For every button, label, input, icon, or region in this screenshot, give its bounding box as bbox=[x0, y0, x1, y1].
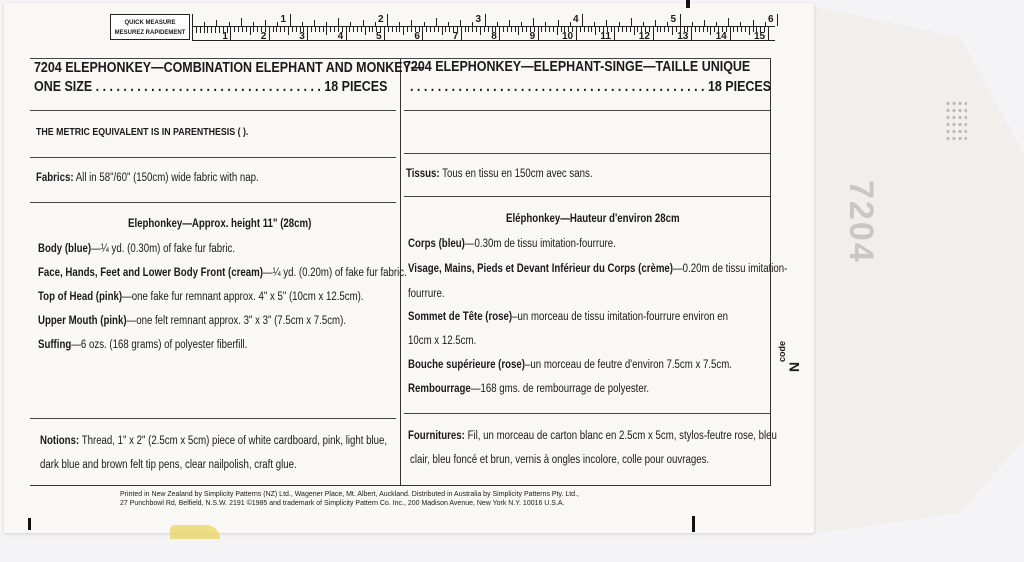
fr-item-label: Rembourrage bbox=[408, 383, 471, 395]
fr-title-line1: 7204 ELEPHONKEY—ELEPHANT-SINGE—TAILLE UNIQUE bbox=[404, 59, 751, 75]
ruler-cm-label: 10 bbox=[562, 31, 574, 42]
ruler-inch-label: 3 bbox=[475, 14, 482, 25]
fr-item bbox=[408, 288, 445, 300]
ruler-cm-tick bbox=[319, 27, 320, 32]
ruler-cm-tick bbox=[526, 27, 527, 32]
ruler-cm-tick bbox=[465, 27, 466, 32]
rule-fr-2 bbox=[404, 153, 770, 154]
ruler-cm-tick bbox=[614, 27, 615, 40]
ruler-inch-tick bbox=[728, 18, 729, 26]
en-item-label: Face, Hands, Feet and Lower Body Front (cream) bbox=[38, 267, 263, 279]
ruler-cm-tick bbox=[707, 27, 708, 32]
ruler-inch-tick bbox=[582, 14, 583, 26]
ruler-cm-tick bbox=[361, 27, 362, 32]
ruler-cm-tick bbox=[595, 27, 596, 35]
en-item-text: —¼ yd. (0.30m) of fake fur fabric. bbox=[91, 243, 236, 255]
ruler-cm-label: 12 bbox=[638, 31, 650, 42]
ruler-inch-tick bbox=[570, 22, 571, 26]
ruler-cm-tick bbox=[392, 27, 393, 32]
ruler-cm-label: 13 bbox=[677, 31, 689, 42]
ruler-cm-tick bbox=[284, 27, 285, 32]
fr-item-text: —0.20m de tissu imitation- bbox=[673, 263, 788, 275]
ruler-cm-tick bbox=[541, 27, 542, 32]
ruler-cm-tick bbox=[699, 27, 700, 32]
ruler-cm-tick bbox=[234, 27, 235, 32]
en-title-line2: ONE SIZE . . . . . . . . . . . . . . . . . . . . . . . . . . . . . . . . . 18 PIECES bbox=[34, 79, 388, 95]
ruler-cm-tick bbox=[511, 27, 512, 32]
ruler-cm-tick bbox=[657, 27, 658, 32]
fr-section-heading: Eléphonkey—Hauteur d'environ 28cm bbox=[506, 213, 680, 225]
rule-en-1 bbox=[30, 110, 396, 111]
ruler-cm-tick bbox=[204, 27, 205, 33]
ruler-cm-tick bbox=[253, 27, 254, 32]
ruler-cm-tick bbox=[330, 27, 331, 32]
ruler-cm-tick bbox=[434, 27, 435, 32]
ruler-cm-tick bbox=[522, 27, 523, 32]
en-item-text: —¼ yd. (0.20m) of fake fur fabric. bbox=[262, 267, 407, 279]
ruler-cm-tick bbox=[422, 27, 423, 40]
ruler-cm-tick bbox=[480, 27, 481, 35]
footer-line1: Printed in New Zealand by Simplicity Patterns (NZ) Ltd., Wagener Place, Mt. Albert, Auckland. Distributed in Australia by Simplicity Patterns Pty. Ltd., bbox=[120, 489, 579, 498]
ruler-cm-tick bbox=[591, 27, 592, 32]
ruler-cm-tick bbox=[334, 27, 335, 32]
ruler-cm-tick bbox=[372, 27, 373, 32]
ruler-inch-tick bbox=[667, 22, 668, 26]
ruler-cm-tick bbox=[438, 27, 439, 32]
ruler-cm-tick bbox=[230, 27, 231, 40]
ruler-cm-tick bbox=[672, 27, 673, 35]
ruler-cm-tick bbox=[269, 27, 270, 40]
ruler-cm-tick bbox=[357, 27, 358, 32]
en-item-label: Top of Head (pink) bbox=[38, 291, 123, 303]
ruler-inch-tick bbox=[521, 22, 522, 26]
en-notions-line2: dark blue and brown felt tip pens, clear nailpolish, craft glue. bbox=[40, 459, 297, 471]
ruler-inch-tick bbox=[448, 22, 449, 26]
rule-fr-4 bbox=[404, 413, 770, 414]
ruler-cm-tick bbox=[468, 27, 469, 32]
ruler-cm-tick bbox=[618, 27, 619, 32]
fr-item bbox=[408, 335, 476, 347]
ruler-inch-tick bbox=[558, 20, 559, 26]
ruler-cm-tick bbox=[349, 27, 350, 32]
ruler-cm-tick bbox=[430, 27, 431, 32]
fr-item bbox=[408, 359, 732, 371]
ruler-inch-tick bbox=[229, 22, 230, 26]
fr-item bbox=[408, 383, 649, 395]
ruler-cm-tick bbox=[257, 27, 258, 32]
ruler-cm-tick bbox=[733, 27, 734, 32]
ruler-cm-tick bbox=[396, 27, 397, 32]
fr-item-text: —0.30m de tissu imitation-fourrure. bbox=[464, 238, 616, 250]
ruler-inch-tick bbox=[277, 22, 278, 26]
ruler-cm-tick bbox=[549, 27, 550, 32]
ruler-cm-tick bbox=[449, 27, 450, 32]
ruler-inch-tick bbox=[497, 22, 498, 26]
ruler-cm-tick bbox=[353, 27, 354, 32]
ruler-cm-tick bbox=[668, 27, 669, 32]
ruler-inch-tick bbox=[643, 22, 644, 26]
flap-faded-number: 7204 bbox=[842, 180, 880, 264]
ruler-cm-label: 14 bbox=[715, 31, 727, 42]
ruler-inch-tick bbox=[314, 20, 315, 26]
ruler-cm-tick bbox=[365, 27, 366, 35]
ruler-cm-tick bbox=[503, 27, 504, 32]
bottom-border bbox=[30, 485, 771, 486]
ruler-cm-tick bbox=[703, 27, 704, 32]
rule-en-4 bbox=[30, 418, 396, 419]
ruler-inch-tick bbox=[265, 20, 266, 26]
ruler-cm-tick bbox=[488, 27, 489, 32]
fr-notions bbox=[408, 430, 777, 442]
printer-footer bbox=[120, 489, 635, 507]
registration-mark-bottom bbox=[692, 516, 695, 532]
ruler-cm-tick bbox=[545, 27, 546, 32]
ruler-inch-tick bbox=[594, 22, 595, 26]
ruler-cm-tick bbox=[242, 27, 243, 32]
ruler-inch-label: 6 bbox=[768, 14, 774, 25]
ruler-cm-tick bbox=[315, 27, 316, 32]
ruler-cm-tick bbox=[553, 27, 554, 32]
rule-fr-3 bbox=[404, 196, 770, 197]
en-item bbox=[38, 315, 346, 327]
ruler-cm-tick bbox=[737, 27, 738, 32]
ruler-cm-tick bbox=[411, 27, 412, 32]
ruler-cm-tick bbox=[557, 27, 558, 35]
ruler-cm-tick bbox=[215, 27, 216, 33]
ruler-cm-tick bbox=[634, 27, 635, 35]
ruler-cm-tick bbox=[691, 27, 692, 40]
ruler-inch-label: 4 bbox=[573, 14, 579, 25]
ruler-cm-tick bbox=[384, 27, 385, 40]
ruler-inch-tick bbox=[375, 22, 376, 26]
ruler-cm-tick bbox=[403, 27, 404, 35]
fr-item-label: Corps (bleu) bbox=[408, 238, 465, 250]
ruler-inch-tick bbox=[545, 22, 546, 26]
ruler-cm-tick bbox=[745, 27, 746, 32]
ruler-cm-tick bbox=[472, 27, 473, 32]
ruler-inch-tick bbox=[192, 14, 193, 26]
ruler-inch-tick bbox=[399, 22, 400, 26]
ruler-inch-tick bbox=[436, 18, 437, 26]
ruler-inch-tick bbox=[716, 22, 717, 26]
fr-item-text: —168 gms. de rembourrage de polyester. bbox=[470, 383, 650, 395]
ruler-cm-tick bbox=[276, 27, 277, 32]
fr-item-label: Sommet de Tête (rose) bbox=[408, 311, 513, 323]
code-label: code bbox=[777, 340, 787, 362]
ruler-inch-tick bbox=[704, 20, 705, 26]
en-metric-note: THE METRIC EQUIVALENT IS IN PARENTHESIS ( ). bbox=[36, 126, 249, 138]
fr-item-text: –un morceau de tissu imitation-fourrure environ en bbox=[512, 311, 729, 323]
ruler-inch-tick bbox=[253, 22, 254, 26]
ruler-inch-tick bbox=[485, 14, 486, 26]
ruler-cm-tick bbox=[369, 27, 370, 32]
ruler-cm-tick bbox=[445, 27, 446, 32]
ruler-label bbox=[110, 14, 190, 40]
ruler-cm-label: 7 bbox=[452, 31, 459, 42]
ruler-inch-tick bbox=[753, 20, 754, 26]
ruler-cm-label: 4 bbox=[337, 31, 344, 42]
quick-measure-ruler bbox=[110, 14, 775, 44]
registration-mark-left bbox=[28, 518, 31, 530]
ruler-inch-label: 5 bbox=[670, 14, 677, 25]
ruler-inch-tick bbox=[777, 14, 778, 26]
ruler-cm-tick bbox=[273, 27, 274, 32]
ruler-label-fr: MESUREZ RAPIDEMENT bbox=[114, 30, 186, 36]
en-item-label: Upper Mouth (pink) bbox=[38, 315, 127, 327]
en-title-line1: 7204 ELEPHONKEY—COMBINATION ELEPHANT AND MONKEY— bbox=[34, 60, 424, 76]
ruler-inch-tick bbox=[424, 22, 425, 26]
ruler-inch-tick bbox=[740, 22, 741, 26]
en-item-label: Body (blue) bbox=[38, 243, 92, 255]
ruler-cm-tick bbox=[461, 27, 462, 40]
fr-item-label: Bouche supérieure (rose) bbox=[408, 359, 526, 371]
fr-item bbox=[408, 238, 616, 250]
ruler-inch-tick bbox=[363, 20, 364, 26]
ruler-cm-tick bbox=[399, 27, 400, 32]
ruler-cm-label: 1 bbox=[222, 31, 228, 42]
footer-line2: 27 Punchbowl Rd, Belfield, N.S.W. 2191 ©1985 and trademark of Simplicity Pattern Co. Inc., 200 Madison Avenue, New York N.Y. 10016 U.S.A. bbox=[120, 498, 565, 507]
ruler-cm-tick bbox=[211, 27, 212, 33]
ruler-cm-tick bbox=[664, 27, 665, 32]
ruler-cm-tick bbox=[250, 27, 251, 35]
flap-print-speck bbox=[945, 100, 967, 140]
ruler-inch-tick bbox=[350, 22, 351, 26]
en-notions-label: Notions: bbox=[40, 435, 80, 447]
fr-fabrics-text: Tous en tissu en 150cm avec sans. bbox=[442, 168, 593, 180]
ruler-cm-tick bbox=[288, 27, 289, 35]
en-fabrics-label: Fabrics: bbox=[36, 172, 74, 184]
ruler-cm-tick bbox=[622, 27, 623, 32]
ruler-cm-tick bbox=[296, 27, 297, 32]
ruler-cm-tick bbox=[246, 27, 247, 32]
ruler-cm-tick bbox=[407, 27, 408, 32]
fr-title-line2: . . . . . . . . . . . . . . . . . . . . . . . . . . . . . . . . . . . . . . . . . . . 18 PIECES bbox=[410, 79, 772, 95]
fr-item-text: 10cm x 12.5cm. bbox=[408, 335, 477, 347]
ruler-cm-tick bbox=[576, 27, 577, 40]
ruler-cm-tick bbox=[741, 27, 742, 32]
ruler-cm-tick bbox=[710, 27, 711, 35]
rule-en-3 bbox=[30, 202, 396, 203]
ruler-cm-label: 3 bbox=[299, 31, 305, 42]
ruler-cm-label: 11 bbox=[600, 31, 611, 42]
ruler-inch-tick bbox=[241, 18, 242, 26]
ruler-cm-tick bbox=[695, 27, 696, 32]
fr-item-text: fourrure. bbox=[408, 288, 445, 300]
ruler-cm-tick bbox=[323, 27, 324, 32]
ruler-cm-tick bbox=[307, 27, 308, 40]
ruler-inch-tick bbox=[619, 22, 620, 26]
ruler-cm-tick bbox=[538, 27, 539, 40]
en-item bbox=[38, 267, 407, 279]
ruler-cm-tick bbox=[515, 27, 516, 32]
ruler-cm-label: 6 bbox=[414, 31, 420, 42]
ruler-cm-tick bbox=[200, 27, 201, 33]
ruler-inch-tick bbox=[387, 14, 388, 26]
ruler-cm-label: 5 bbox=[376, 31, 382, 42]
ruler-cm-tick bbox=[518, 27, 519, 35]
registration-mark-top bbox=[686, 0, 690, 8]
ruler-cm-tick bbox=[346, 27, 347, 40]
ruler-inch-tick bbox=[765, 22, 766, 26]
en-notions-line1: Thread, 1" x 2" (2.5cm x 5cm) piece of white cardboard, pink, light blue, bbox=[81, 435, 388, 447]
ruler-cm-tick bbox=[426, 27, 427, 32]
ruler-inch-tick bbox=[216, 20, 217, 26]
ruler-inch-tick bbox=[411, 20, 412, 26]
ruler-cm-label: 9 bbox=[529, 31, 536, 42]
ruler-inch-tick bbox=[509, 20, 510, 26]
ruler-cm-tick bbox=[192, 27, 193, 40]
en-section-heading: Elephonkey—Approx. height 11" (28cm) bbox=[128, 218, 312, 230]
fr-item bbox=[408, 263, 787, 275]
ruler-inch-tick bbox=[692, 22, 693, 26]
en-notions bbox=[40, 435, 387, 447]
ruler-label-en: QUICK MEASURE bbox=[124, 20, 176, 26]
en-item-label: Suffing bbox=[38, 339, 72, 351]
ruler-cm-tick bbox=[484, 27, 485, 32]
ruler-inch-tick bbox=[338, 18, 339, 26]
fr-item-text: –un morceau de feutre d'environ 7.5cm x 7.5cm. bbox=[525, 359, 733, 371]
ruler-cm-tick bbox=[388, 27, 389, 32]
ruler-inch-tick bbox=[655, 20, 656, 26]
ruler-cm-tick bbox=[626, 27, 627, 32]
ruler-cm-tick bbox=[730, 27, 731, 40]
fr-item bbox=[408, 311, 728, 323]
yellow-print-fragment bbox=[170, 525, 220, 539]
ruler-cm-label: 15 bbox=[754, 31, 766, 42]
rule-en-2 bbox=[30, 157, 396, 158]
fr-fabrics bbox=[406, 168, 593, 180]
ruler-cm-tick bbox=[580, 27, 581, 32]
fr-notions-line1: Fil, un morceau de carton blanc en 2.5cm x 5cm, stylos-feutre rose, bleu bbox=[467, 430, 777, 442]
ruler-cm-tick bbox=[660, 27, 661, 32]
ruler-cm-label: 8 bbox=[491, 31, 497, 42]
ruler-cm-tick bbox=[476, 27, 477, 32]
ruler-cm-tick bbox=[630, 27, 631, 32]
ruler-inch-label: 1 bbox=[280, 14, 287, 25]
ruler-cm-tick bbox=[584, 27, 585, 32]
ruler-cm-tick bbox=[442, 27, 443, 35]
fr-notions-label: Fournitures: bbox=[408, 430, 465, 442]
ruler-inch-tick bbox=[326, 22, 327, 26]
fr-fabrics-label: Tissus: bbox=[406, 168, 440, 180]
ruler-cm-tick bbox=[280, 27, 281, 32]
ruler-inch-tick bbox=[204, 22, 205, 26]
en-item-text: —one fake fur remnant approx. 4" x 5" (10cm x 12.5cm). bbox=[122, 291, 364, 303]
ruler-cm-tick bbox=[588, 27, 589, 32]
en-item-text: —one felt remnant approx. 3" x 3" (7.5cm x 7.5cm). bbox=[126, 315, 347, 327]
ruler-inch-tick bbox=[606, 20, 607, 26]
ruler-inch-tick bbox=[290, 14, 291, 26]
ruler-cm-tick bbox=[207, 27, 208, 33]
en-item bbox=[38, 339, 247, 351]
ruler-cm-tick bbox=[507, 27, 508, 32]
ruler-inch-label: 2 bbox=[378, 14, 384, 25]
ruler-cm-tick bbox=[326, 27, 327, 35]
ruler-cm-tick bbox=[768, 27, 769, 40]
ruler-inch-tick bbox=[631, 18, 632, 26]
ruler-cm-label: 2 bbox=[260, 31, 267, 42]
en-fabrics bbox=[36, 172, 259, 184]
ruler-inch-tick bbox=[460, 20, 461, 26]
fr-notions-line2: clair, bleu foncé et brun, vernis à ongles incolore, colle pour ouvrages. bbox=[410, 454, 710, 466]
ruler-cm-tick bbox=[749, 27, 750, 35]
ruler-cm-tick bbox=[196, 27, 197, 33]
en-item bbox=[38, 291, 364, 303]
ruler-cm-tick bbox=[219, 27, 220, 33]
code-letter: N bbox=[786, 361, 802, 372]
ruler-cm-tick bbox=[653, 27, 654, 40]
ruler-cm-tick bbox=[311, 27, 312, 32]
en-item-text: —6 ozs. (168 grams) of polyester fiberfill. bbox=[71, 339, 248, 351]
ruler-cm-tick bbox=[292, 27, 293, 32]
ruler-cm-tick bbox=[499, 27, 500, 40]
ruler-inch-tick bbox=[302, 22, 303, 26]
fr-item-label: Visage, Mains, Pieds et Devant Inférieur du Corps (crème) bbox=[408, 263, 674, 275]
ruler-cm-tick bbox=[238, 27, 239, 32]
ruler-inch-tick bbox=[472, 22, 473, 26]
en-item bbox=[38, 243, 235, 255]
ruler-inch-tick bbox=[533, 18, 534, 26]
ruler-inch-tick bbox=[680, 14, 681, 26]
en-fabrics-text: All in 58"/60" (150cm) wide fabric with nap. bbox=[75, 172, 259, 184]
rule-fr-1 bbox=[404, 110, 770, 111]
